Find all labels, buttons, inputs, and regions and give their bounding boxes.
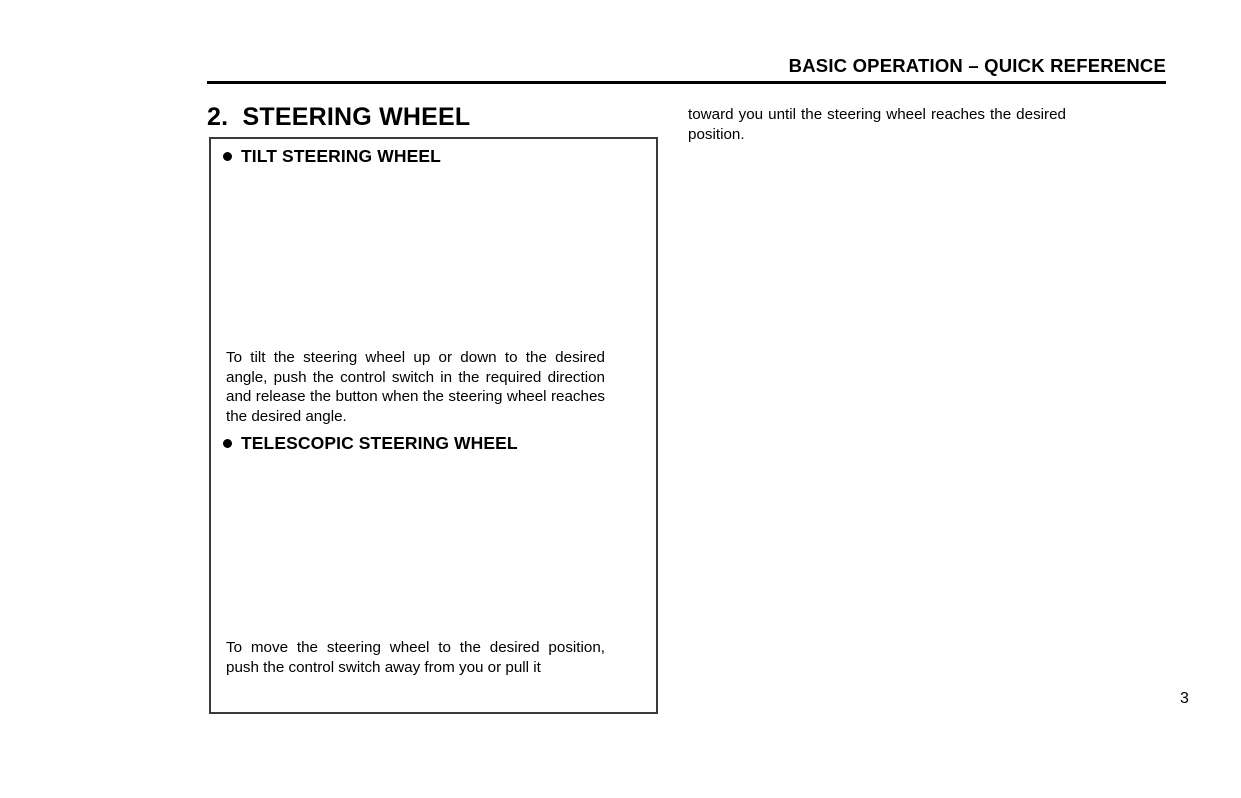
subsection-body-tilt: To tilt the steering wheel up or down to the desired angle, push the control switch in the required direction and release the button when the steering wheel reaches the desired angle. — [226, 349, 605, 425]
page-number: 3 — [1180, 690, 1189, 707]
page-header-title: BASIC OPERATION – QUICK REFERENCE — [788, 55, 1166, 76]
header-divider-rule — [207, 81, 1166, 84]
subsection-heading-telescopic-label: TELESCOPIC STEERING WHEEL — [241, 433, 518, 453]
subsection-heading-tilt — [223, 146, 441, 167]
right-column-continuation-text: toward you until the steering wheel reaches the desired position. — [688, 106, 1066, 143]
page-title: 2. STEERING WHEEL — [207, 103, 471, 131]
subsection-body-telescopic: To move the steering wheel to the desired position, push the control switch away from you or pull it — [226, 639, 605, 676]
subsection-heading-telescopic — [223, 433, 518, 454]
subsection-heading-tilt-label: TILT STEERING WHEEL — [241, 146, 441, 166]
content-box — [209, 137, 658, 714]
bullet-icon — [223, 439, 232, 448]
bullet-icon — [223, 152, 232, 161]
